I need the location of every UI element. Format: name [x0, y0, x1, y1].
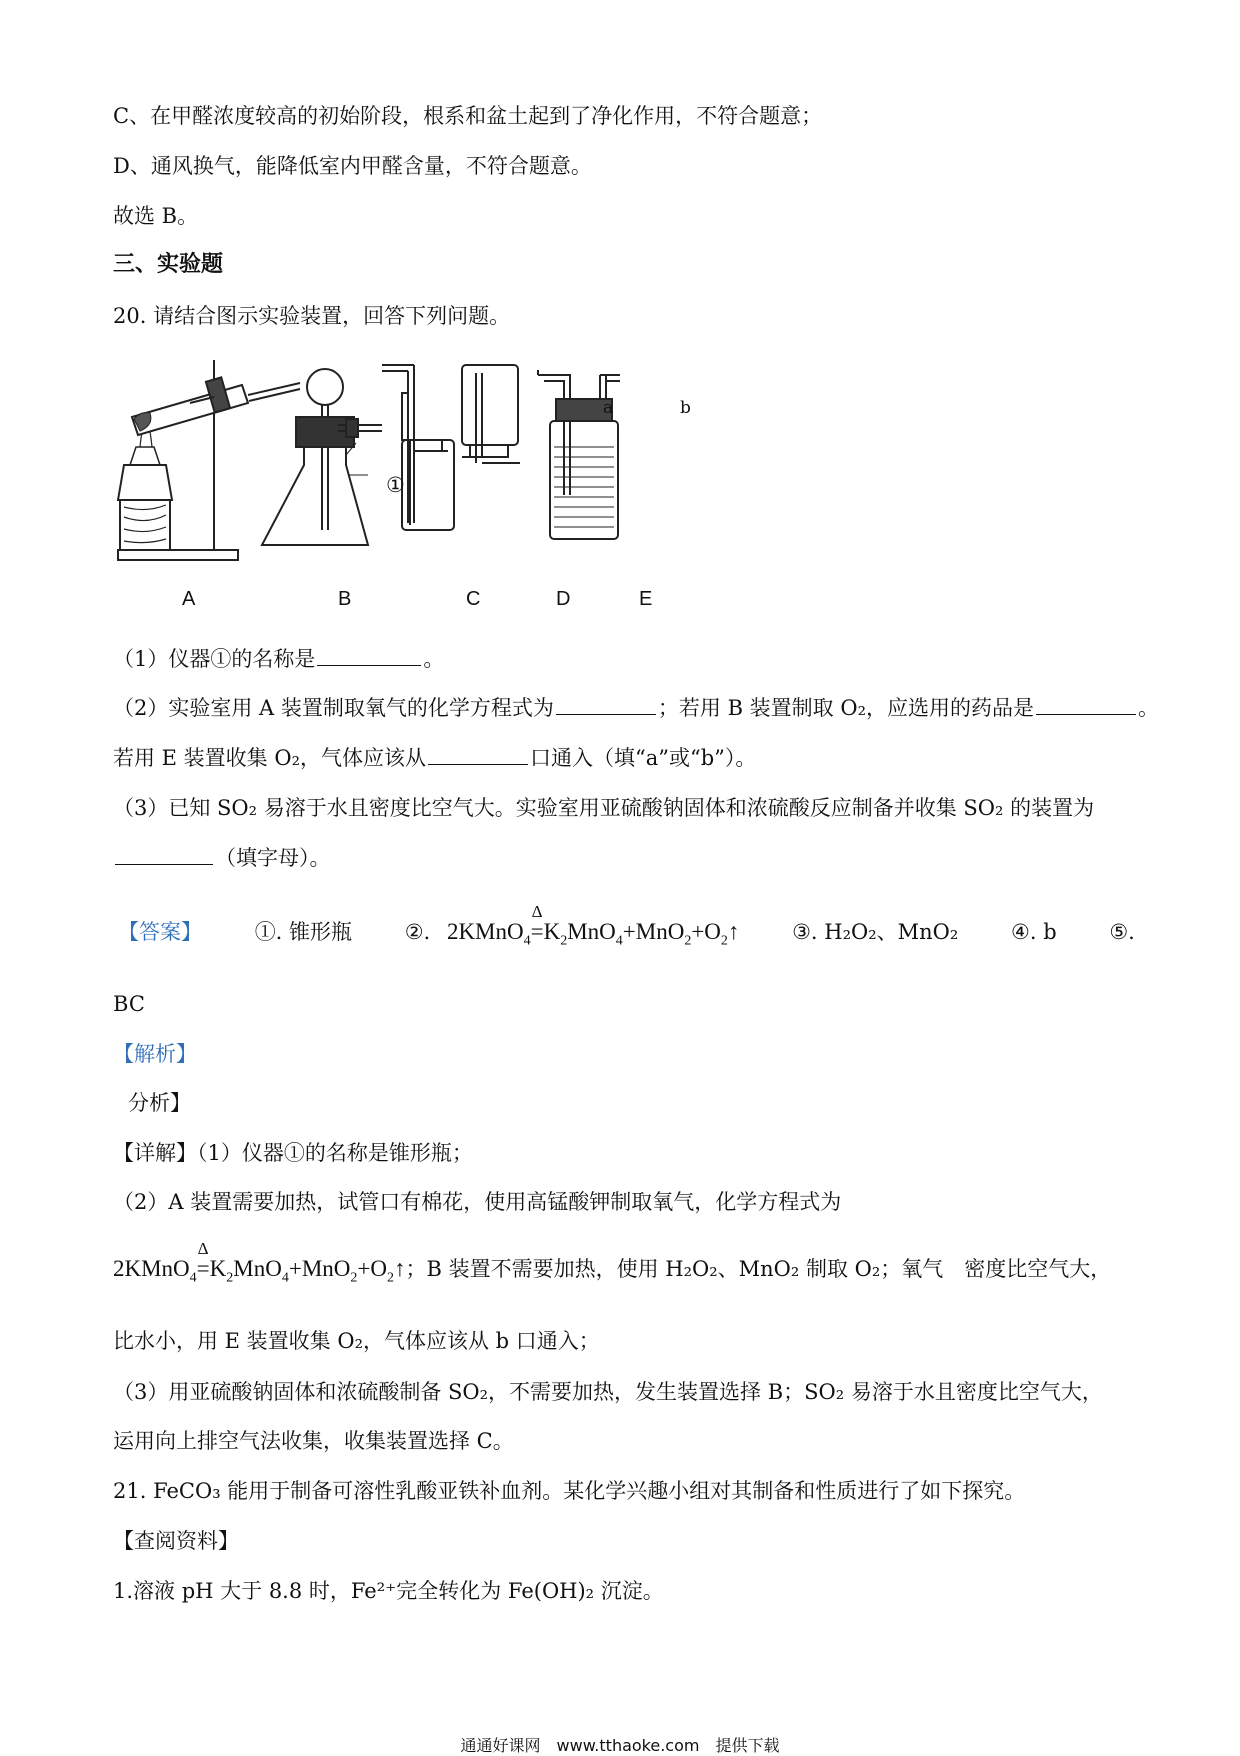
question-20-part2	[113, 694, 1159, 722]
section-heading: 三、实验题	[113, 252, 224, 277]
detail-3	[113, 1239, 1112, 1293]
figure-label-b: B	[338, 588, 352, 610]
answer-blank	[115, 844, 213, 865]
detail-2: （2）A 装置需要加热，试管口有棉花，使用高锰酸钾制取氧气，化学方程式为	[113, 1190, 842, 1214]
part2-text-d: 若用 E 装置收集 O₂，气体应该从	[113, 746, 426, 770]
circle-one-label: ①	[386, 473, 405, 497]
question-20-stem: 20. 请结合图示实验装置，回答下列问题。	[113, 304, 511, 328]
reference-item-1: 1.溶液 pH 大于 8.8 时，Fe²⁺完全转化为 Fe(OH)₂ 沉淀。	[113, 1579, 664, 1603]
port-a-label: a	[603, 398, 614, 418]
answer-blank	[317, 645, 421, 666]
question-20-part2-cont	[113, 744, 756, 772]
part1-end: 。	[423, 647, 445, 671]
question-21-stem: 21. FeCO₃ 能用于制备可溶性乳酸亚铁补血剂。某化学兴趣小组对其制备和性质进行了如下探究。	[113, 1479, 1026, 1503]
reference-heading: 【查阅资料】	[113, 1529, 239, 1553]
figure-label-d: D	[556, 588, 571, 610]
figure-label-a: A	[182, 588, 196, 610]
apparatus-c	[382, 365, 454, 530]
detail-3-text: ；B 装置不需要加热，使用 H₂O₂、MnO₂ 制取 O₂；氧气 密度比空气大，	[405, 1257, 1112, 1281]
analysis-sub: 分析】	[128, 1091, 191, 1115]
question-20-part3: （3）已知 SO₂ 易溶于水且密度比空气大。实验室用亚硫酸钠固体和浓硫酸反应制备并收集 SO₂ 的装置为	[113, 796, 1095, 820]
answer-blank	[428, 744, 528, 765]
question-20-part1	[113, 645, 444, 673]
detail-1: 【详解】（1）仪器①的名称是锥形瓶；	[113, 1141, 473, 1165]
apparatus-d	[462, 365, 520, 463]
detail-5: （3）用亚硫酸钠固体和浓硫酸制备 SO₂，不需要加热，发生装置选择 B；SO₂ 易溶于水且密度比空气大，	[113, 1380, 1103, 1404]
port-b-label: b	[680, 398, 691, 418]
part2-text-e: 口通入（填“a”或“b”）。	[530, 746, 757, 770]
part1-text: （1）仪器①的名称是	[113, 647, 316, 671]
part3-text-b: （填字母）。	[215, 846, 331, 870]
answer-4: ④. b	[1011, 920, 1057, 944]
answer-1: ①. 锥形瓶	[254, 920, 353, 944]
detail-4: 比水小，用 E 装置收集 O₂，气体应该从 b 口通入；	[113, 1329, 600, 1353]
apparatus-b	[262, 369, 382, 545]
answer-5: ⑤.	[1109, 920, 1135, 944]
answer-blank	[556, 694, 656, 715]
part2-text-a: （2）实验室用 A 装置制取氧气的化学方程式为	[113, 696, 554, 720]
question-20-part3-cont	[113, 844, 331, 872]
answer-2-num: ②.	[404, 920, 431, 944]
answer-blank	[1036, 694, 1136, 715]
answer-tag: 【答案】	[118, 920, 202, 944]
answer-3: ③. H₂O₂、MnO₂	[792, 920, 959, 944]
part2-text-b: ；若用 B 装置制取 O₂，应选用的药品是	[657, 696, 1034, 720]
apparatus-figure	[110, 355, 710, 570]
detail-equation: 2KMnO$_4$ Δ $=K_2MnO_4+MnO_2+O_2↑$	[113, 1239, 406, 1286]
apparatus-e	[538, 370, 620, 539]
choose-text: 故选 B。	[113, 204, 199, 228]
analysis-tag: 【解析】	[113, 1042, 197, 1066]
apparatus-a	[118, 360, 300, 560]
answer-5-cont: BC	[113, 992, 145, 1016]
figure-label-e: E	[639, 588, 653, 610]
answer-2-equation: 2KMnO$_4$ Δ $=K_2MnO_4+MnO_2+O_2↑$	[446, 902, 740, 949]
part2-text-c: 。	[1137, 696, 1159, 720]
page-footer: 通通好课网 www.tthaoke.com 提供下载	[460, 1736, 780, 1755]
answer-row	[118, 902, 1135, 956]
detail-6: 运用向上排空气法收集，收集装置选择 C。	[113, 1429, 514, 1453]
option-c-text: C、在甲醛浓度较高的初始阶段，根系和盆土起到了净化作用，不符合题意；	[113, 104, 823, 128]
option-d-text: D、通风换气，能降低室内甲醛含量，不符合题意。	[113, 154, 592, 178]
figure-label-c: C	[466, 588, 481, 610]
